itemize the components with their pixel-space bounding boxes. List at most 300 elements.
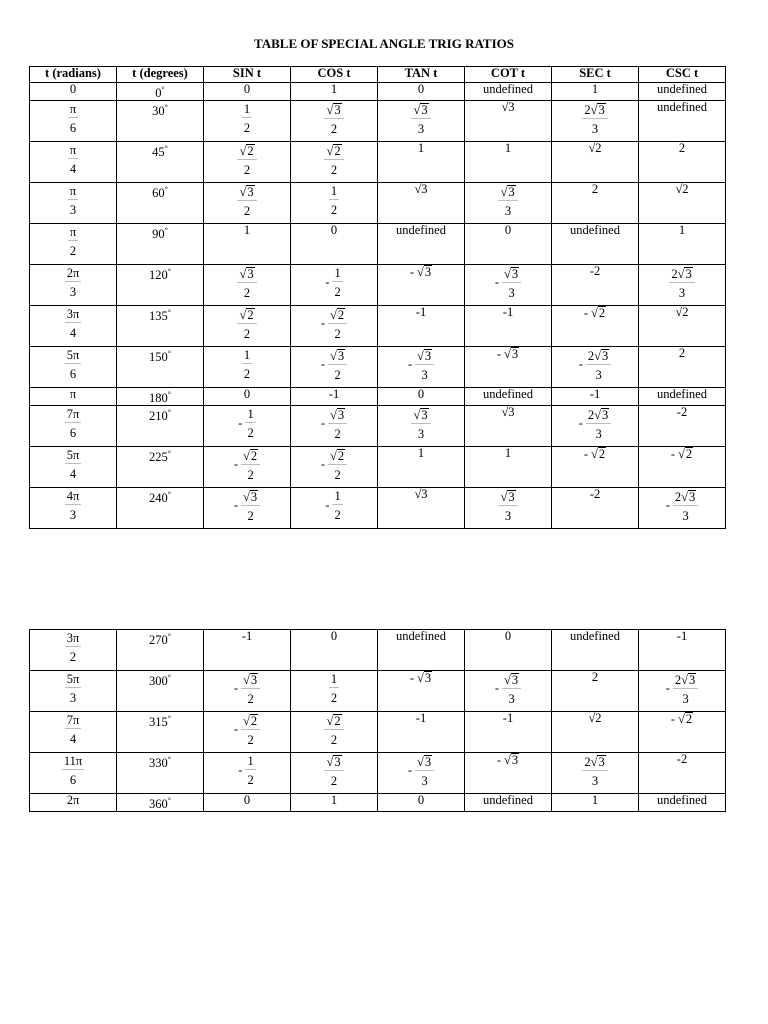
cell-cot xyxy=(465,488,552,529)
cell-csc xyxy=(639,712,726,753)
math-term: 2 xyxy=(247,468,254,483)
math-term: 2 xyxy=(243,204,251,219)
minus-sign: - xyxy=(670,447,676,462)
cell-radians xyxy=(30,101,117,142)
fraction-denominator xyxy=(68,688,78,705)
fraction-denominator xyxy=(242,324,252,341)
fraction xyxy=(673,671,698,706)
fraction-numerator xyxy=(241,712,260,730)
fraction-numerator xyxy=(245,406,255,423)
value-text: 0 xyxy=(417,793,425,807)
fraction-denominator xyxy=(590,771,600,788)
fraction xyxy=(502,265,521,300)
math-term: 1 xyxy=(334,266,341,281)
minus-sign: - xyxy=(496,347,502,362)
value-text: √3 xyxy=(414,182,428,197)
fraction-numerator xyxy=(502,671,521,689)
math-term: 3 xyxy=(508,286,515,301)
fraction-denominator xyxy=(68,423,78,440)
math-term xyxy=(678,447,693,461)
cell-csc xyxy=(639,83,726,101)
cell-sin xyxy=(204,630,291,671)
math-term: 3 xyxy=(508,692,515,706)
math-term xyxy=(330,308,345,322)
fraction-denominator xyxy=(245,506,255,523)
cell-cot xyxy=(465,83,552,101)
fraction xyxy=(65,630,82,664)
trig-table-continued xyxy=(29,629,726,812)
fraction-denominator xyxy=(329,771,339,788)
cell-cos xyxy=(291,101,378,142)
fraction xyxy=(241,712,260,747)
cell-sin xyxy=(204,265,291,306)
degree-symbol: ° xyxy=(161,85,165,94)
sqrt-operand: 3 xyxy=(508,185,515,200)
math-term: 1 xyxy=(330,672,338,686)
math-term: 5π xyxy=(66,448,80,463)
value-text: 0 xyxy=(417,387,425,402)
fraction-numerator xyxy=(332,488,342,505)
cell-csc xyxy=(639,142,726,183)
fraction-numerator xyxy=(68,183,78,200)
math-term: 2 xyxy=(69,244,77,259)
fraction-numerator xyxy=(324,753,343,771)
cell-cos xyxy=(291,630,378,671)
cell-cos xyxy=(291,406,378,447)
degree-symbol: ° xyxy=(167,714,171,723)
sqrt-expression: √3 xyxy=(681,673,696,687)
cell-sin xyxy=(204,347,291,388)
value-text: -2 xyxy=(676,405,688,420)
cell-csc xyxy=(639,406,726,447)
fraction xyxy=(68,142,78,176)
sqrt-operand: 2 xyxy=(250,714,258,728)
cell-sin xyxy=(204,671,291,712)
cell-cot xyxy=(465,447,552,488)
cell-radians xyxy=(30,183,117,224)
fraction-numerator xyxy=(237,306,256,324)
fraction xyxy=(68,183,78,217)
cell-degrees: 135° xyxy=(117,306,204,347)
fraction xyxy=(502,671,521,706)
sqrt-operand: 2 xyxy=(337,449,345,464)
sqrt-expression: √3 xyxy=(413,408,428,423)
value-text: undefined xyxy=(570,223,620,238)
value-text: 0 xyxy=(504,223,512,238)
sqrt-expression: √2 xyxy=(330,308,345,323)
cell-sin xyxy=(204,447,291,488)
cell-radians xyxy=(30,712,117,753)
value-text: 1 xyxy=(591,793,599,807)
cell-cos xyxy=(291,794,378,812)
sqrt-operand: 2 xyxy=(247,144,254,159)
math-term: 3 xyxy=(421,774,428,788)
fraction-numerator xyxy=(241,447,260,465)
math-term xyxy=(417,671,432,685)
value-text: -2 xyxy=(676,752,688,766)
cell-degrees: 240° xyxy=(117,488,204,529)
fraction xyxy=(241,447,260,482)
sqrt-operand: 3 xyxy=(602,349,609,364)
math-term: 2 xyxy=(330,691,338,705)
value-text: 1 xyxy=(243,223,251,238)
fraction-denominator xyxy=(506,283,516,300)
cell-cot xyxy=(465,347,552,388)
sqrt-operand: 2 xyxy=(250,449,258,464)
value-text: 2 xyxy=(591,182,599,197)
fraction-denominator xyxy=(245,465,255,482)
math-term: 1 xyxy=(247,407,254,422)
cell-tan xyxy=(378,794,465,812)
sqrt-expression: √2 xyxy=(330,449,345,464)
minus-sign: - xyxy=(320,316,326,331)
math-term: 5π xyxy=(66,348,80,363)
cell-tan xyxy=(378,388,465,406)
fraction-numerator xyxy=(242,347,252,364)
fraction-denominator xyxy=(245,770,255,787)
fraction xyxy=(65,406,82,440)
fraction xyxy=(242,347,252,381)
fraction-denominator xyxy=(329,200,339,217)
math-term: 1 xyxy=(334,489,341,504)
cell-sec xyxy=(552,406,639,447)
fraction-numerator xyxy=(241,488,260,506)
fraction xyxy=(673,488,698,523)
minus-sign: - xyxy=(325,275,330,290)
fraction-denominator xyxy=(677,283,687,300)
fraction-numerator xyxy=(673,671,698,689)
sqrt-expression: √3 xyxy=(500,490,515,505)
cell-degrees: 180° xyxy=(117,388,204,406)
math-term: 2 xyxy=(243,163,251,178)
sqrt-operand: 3 xyxy=(250,673,258,687)
fraction xyxy=(237,265,256,300)
math-term: 6 xyxy=(69,426,77,441)
minus-sign: - xyxy=(407,357,413,372)
fraction-numerator xyxy=(241,671,260,689)
minus-sign: - xyxy=(496,753,502,767)
sqrt-expression: √3 xyxy=(417,755,432,769)
cell-cot xyxy=(465,630,552,671)
fraction-numerator xyxy=(332,265,342,282)
fraction-denominator xyxy=(68,282,78,299)
table-row xyxy=(30,712,726,753)
cell-tan xyxy=(378,671,465,712)
minus-sign: - xyxy=(233,722,239,736)
cell-sin xyxy=(204,488,291,529)
fraction xyxy=(65,447,82,481)
fraction-numerator xyxy=(65,406,82,423)
fraction-numerator xyxy=(65,671,82,688)
math-term: 3 xyxy=(591,122,599,137)
sqrt-expression: √3 xyxy=(500,185,515,200)
fraction-denominator xyxy=(329,160,339,177)
math-term: 3 xyxy=(591,774,599,788)
sqrt-operand: 3 xyxy=(424,671,432,685)
header-sin: SIN t xyxy=(204,67,291,83)
minus-sign: - xyxy=(665,681,670,695)
value-text: 2π xyxy=(66,793,80,807)
value-text: 1 xyxy=(417,141,425,156)
fraction-numerator xyxy=(65,306,82,323)
fraction-denominator xyxy=(680,689,690,706)
fraction-denominator xyxy=(419,365,429,382)
cell-radians xyxy=(30,753,117,794)
fraction-numerator xyxy=(328,306,347,324)
degree-symbol: ° xyxy=(167,490,171,500)
cell-cot xyxy=(465,753,552,794)
cell-tan xyxy=(378,101,465,142)
math-term: 2 xyxy=(69,650,77,664)
sqrt-expression: √3 xyxy=(413,103,428,118)
fraction-denominator xyxy=(332,424,342,441)
cell-csc xyxy=(639,794,726,812)
fraction-numerator xyxy=(328,347,347,365)
cell-sec xyxy=(552,265,639,306)
cell-tan xyxy=(378,630,465,671)
cell-sin xyxy=(204,406,291,447)
fraction-denominator xyxy=(242,118,252,135)
cell-radians xyxy=(30,347,117,388)
cell-radians xyxy=(30,265,117,306)
cell-sec xyxy=(552,224,639,265)
math-term: π xyxy=(69,184,77,199)
math-term: 2 xyxy=(247,692,254,706)
math-term xyxy=(330,349,345,363)
minus-sign: - xyxy=(238,416,243,431)
math-term: 2 xyxy=(334,508,341,523)
minus-sign: - xyxy=(325,498,330,513)
sqrt-expression: √2 xyxy=(243,449,258,464)
sqrt-expression: √2 xyxy=(591,306,606,321)
math-term: 2 xyxy=(243,121,251,136)
cell-cot xyxy=(465,224,552,265)
header-tan: TAN t xyxy=(378,67,465,83)
sqrt-operand: 2 xyxy=(337,308,345,323)
value-text: 0 xyxy=(417,82,425,96)
cell-cos xyxy=(291,712,378,753)
cell-radians xyxy=(30,224,117,265)
math-term xyxy=(326,144,341,158)
fraction-numerator xyxy=(673,488,698,506)
fraction-denominator xyxy=(68,729,78,746)
math-term: 6 xyxy=(69,121,77,136)
table-row xyxy=(30,753,726,794)
math-term xyxy=(504,347,519,361)
fraction xyxy=(329,671,339,705)
sqrt-operand: 3 xyxy=(598,755,605,769)
math-term: 2 xyxy=(334,427,341,442)
fraction-denominator xyxy=(332,282,342,299)
value-text: undefined xyxy=(483,793,533,807)
cell-csc xyxy=(639,183,726,224)
value-text: -1 xyxy=(589,387,601,402)
fraction-numerator xyxy=(415,753,434,771)
math-term: 3 xyxy=(69,203,77,218)
math-term: 2 xyxy=(243,286,251,301)
cell-cos xyxy=(291,347,378,388)
cell-sec xyxy=(552,712,639,753)
cell-cot xyxy=(465,265,552,306)
degree-symbol: ° xyxy=(167,408,171,418)
cell-cos xyxy=(291,388,378,406)
math-term: 2√3 xyxy=(584,103,605,118)
value-text: -1 xyxy=(415,305,427,320)
degree-symbol: ° xyxy=(167,267,171,277)
fraction-numerator xyxy=(324,142,343,160)
fraction-numerator xyxy=(502,265,521,283)
fraction-numerator xyxy=(586,347,611,365)
sqrt-expression: √2 xyxy=(678,712,693,726)
fraction xyxy=(65,306,82,340)
value-text: undefined xyxy=(657,100,707,115)
value-text: -1 xyxy=(328,387,340,402)
fraction-denominator xyxy=(332,365,342,382)
value-text: -2 xyxy=(589,264,601,279)
math-term: 2√3 xyxy=(587,408,609,423)
cell-cot xyxy=(465,388,552,406)
table-row xyxy=(30,142,726,183)
value-text: 0 xyxy=(504,629,512,643)
fraction xyxy=(65,488,82,522)
degree-symbol: ° xyxy=(167,796,171,805)
math-term xyxy=(417,349,432,363)
cell-tan xyxy=(378,347,465,388)
math-term xyxy=(413,103,428,117)
fraction xyxy=(237,183,256,218)
math-term: 2π xyxy=(66,266,80,281)
math-term xyxy=(417,265,432,279)
table-row xyxy=(30,183,726,224)
minus-sign: - xyxy=(233,681,239,695)
degree-symbol: ° xyxy=(164,185,168,195)
sqrt-expression: √3 xyxy=(590,103,605,118)
math-term: 2 xyxy=(247,509,254,524)
sqrt-operand: 3 xyxy=(337,408,345,423)
cell-tan xyxy=(378,406,465,447)
fraction xyxy=(68,224,78,258)
sqrt-expression: √2 xyxy=(326,714,341,728)
fraction xyxy=(582,101,607,136)
value-text: √3 xyxy=(414,487,428,502)
fraction-numerator xyxy=(324,712,343,730)
math-term: 2 xyxy=(334,368,341,383)
fraction xyxy=(328,347,347,382)
fraction-numerator xyxy=(65,265,82,282)
sqrt-expression: √3 xyxy=(330,408,345,423)
math-term xyxy=(413,408,428,422)
fraction-numerator xyxy=(411,101,430,119)
table-body xyxy=(30,630,726,812)
table-row xyxy=(30,265,726,306)
table-body xyxy=(30,83,726,529)
value-text: 0 xyxy=(243,82,251,96)
cell-csc xyxy=(639,306,726,347)
math-term xyxy=(243,490,258,504)
sqrt-expression: √3 xyxy=(681,490,696,505)
minus-sign: - xyxy=(320,357,326,372)
degree-symbol: ° xyxy=(167,390,171,400)
fraction-denominator xyxy=(416,424,426,441)
fraction-numerator xyxy=(242,101,252,118)
cell-csc xyxy=(639,101,726,142)
header-cot: COT t xyxy=(465,67,552,83)
math-term xyxy=(417,755,432,769)
degree-symbol: ° xyxy=(164,103,168,113)
value-text: undefined xyxy=(396,629,446,643)
fraction xyxy=(324,101,343,136)
cell-cot xyxy=(465,671,552,712)
cell-sin xyxy=(204,306,291,347)
header-cos: COS t xyxy=(291,67,378,83)
fraction xyxy=(328,406,347,441)
cell-sin xyxy=(204,101,291,142)
sqrt-expression: √2 xyxy=(326,144,341,159)
cell-sin xyxy=(204,388,291,406)
sqrt-operand: 3 xyxy=(424,349,432,364)
fraction-denominator xyxy=(242,364,252,381)
minus-sign: - xyxy=(494,275,500,290)
minus-sign: - xyxy=(583,306,589,321)
math-term: 2√3 xyxy=(674,490,696,505)
math-term: 3 xyxy=(682,509,689,524)
math-term: 3 xyxy=(69,691,77,705)
sqrt-expression: √3 xyxy=(417,349,432,364)
math-term: 4 xyxy=(69,326,77,341)
math-term: 4 xyxy=(69,467,77,482)
value-text: 0 xyxy=(243,387,251,402)
math-term xyxy=(678,712,693,726)
fraction-numerator xyxy=(65,347,82,364)
cell-sec xyxy=(552,794,639,812)
math-term: 2 xyxy=(330,203,338,218)
value-text: -1 xyxy=(502,711,514,725)
fraction xyxy=(237,306,256,341)
fraction-denominator xyxy=(680,506,690,523)
fraction xyxy=(411,406,430,441)
cell-sec xyxy=(552,347,639,388)
fraction-numerator xyxy=(65,488,82,505)
sqrt-operand: 3 xyxy=(337,349,345,364)
sqrt-expression: √3 xyxy=(239,267,254,282)
value-text: -2 xyxy=(589,487,601,502)
fraction-numerator xyxy=(68,101,78,118)
cell-sec xyxy=(552,142,639,183)
math-term: 2 xyxy=(247,426,254,441)
cell-cot xyxy=(465,794,552,812)
fraction-numerator xyxy=(237,142,256,160)
math-term: 3 xyxy=(417,427,425,442)
fraction-denominator xyxy=(416,119,426,136)
math-term: 3 xyxy=(595,368,602,383)
fraction-numerator xyxy=(411,406,430,424)
fraction-denominator xyxy=(68,118,78,135)
sqrt-operand: 3 xyxy=(424,755,432,769)
header-radians: t (radians) xyxy=(30,67,117,83)
cell-degrees: 300° xyxy=(117,671,204,712)
fraction-numerator xyxy=(329,183,339,200)
math-term xyxy=(243,673,258,687)
fraction-numerator xyxy=(582,101,607,119)
value-text: undefined xyxy=(657,82,707,96)
cell-cos xyxy=(291,183,378,224)
math-term: 5π xyxy=(66,672,80,686)
cell-degrees: 0° xyxy=(117,83,204,101)
math-term xyxy=(330,408,345,422)
sqrt-expression: √3 xyxy=(677,267,692,282)
math-term: 4π xyxy=(66,489,80,504)
cell-cot xyxy=(465,183,552,224)
